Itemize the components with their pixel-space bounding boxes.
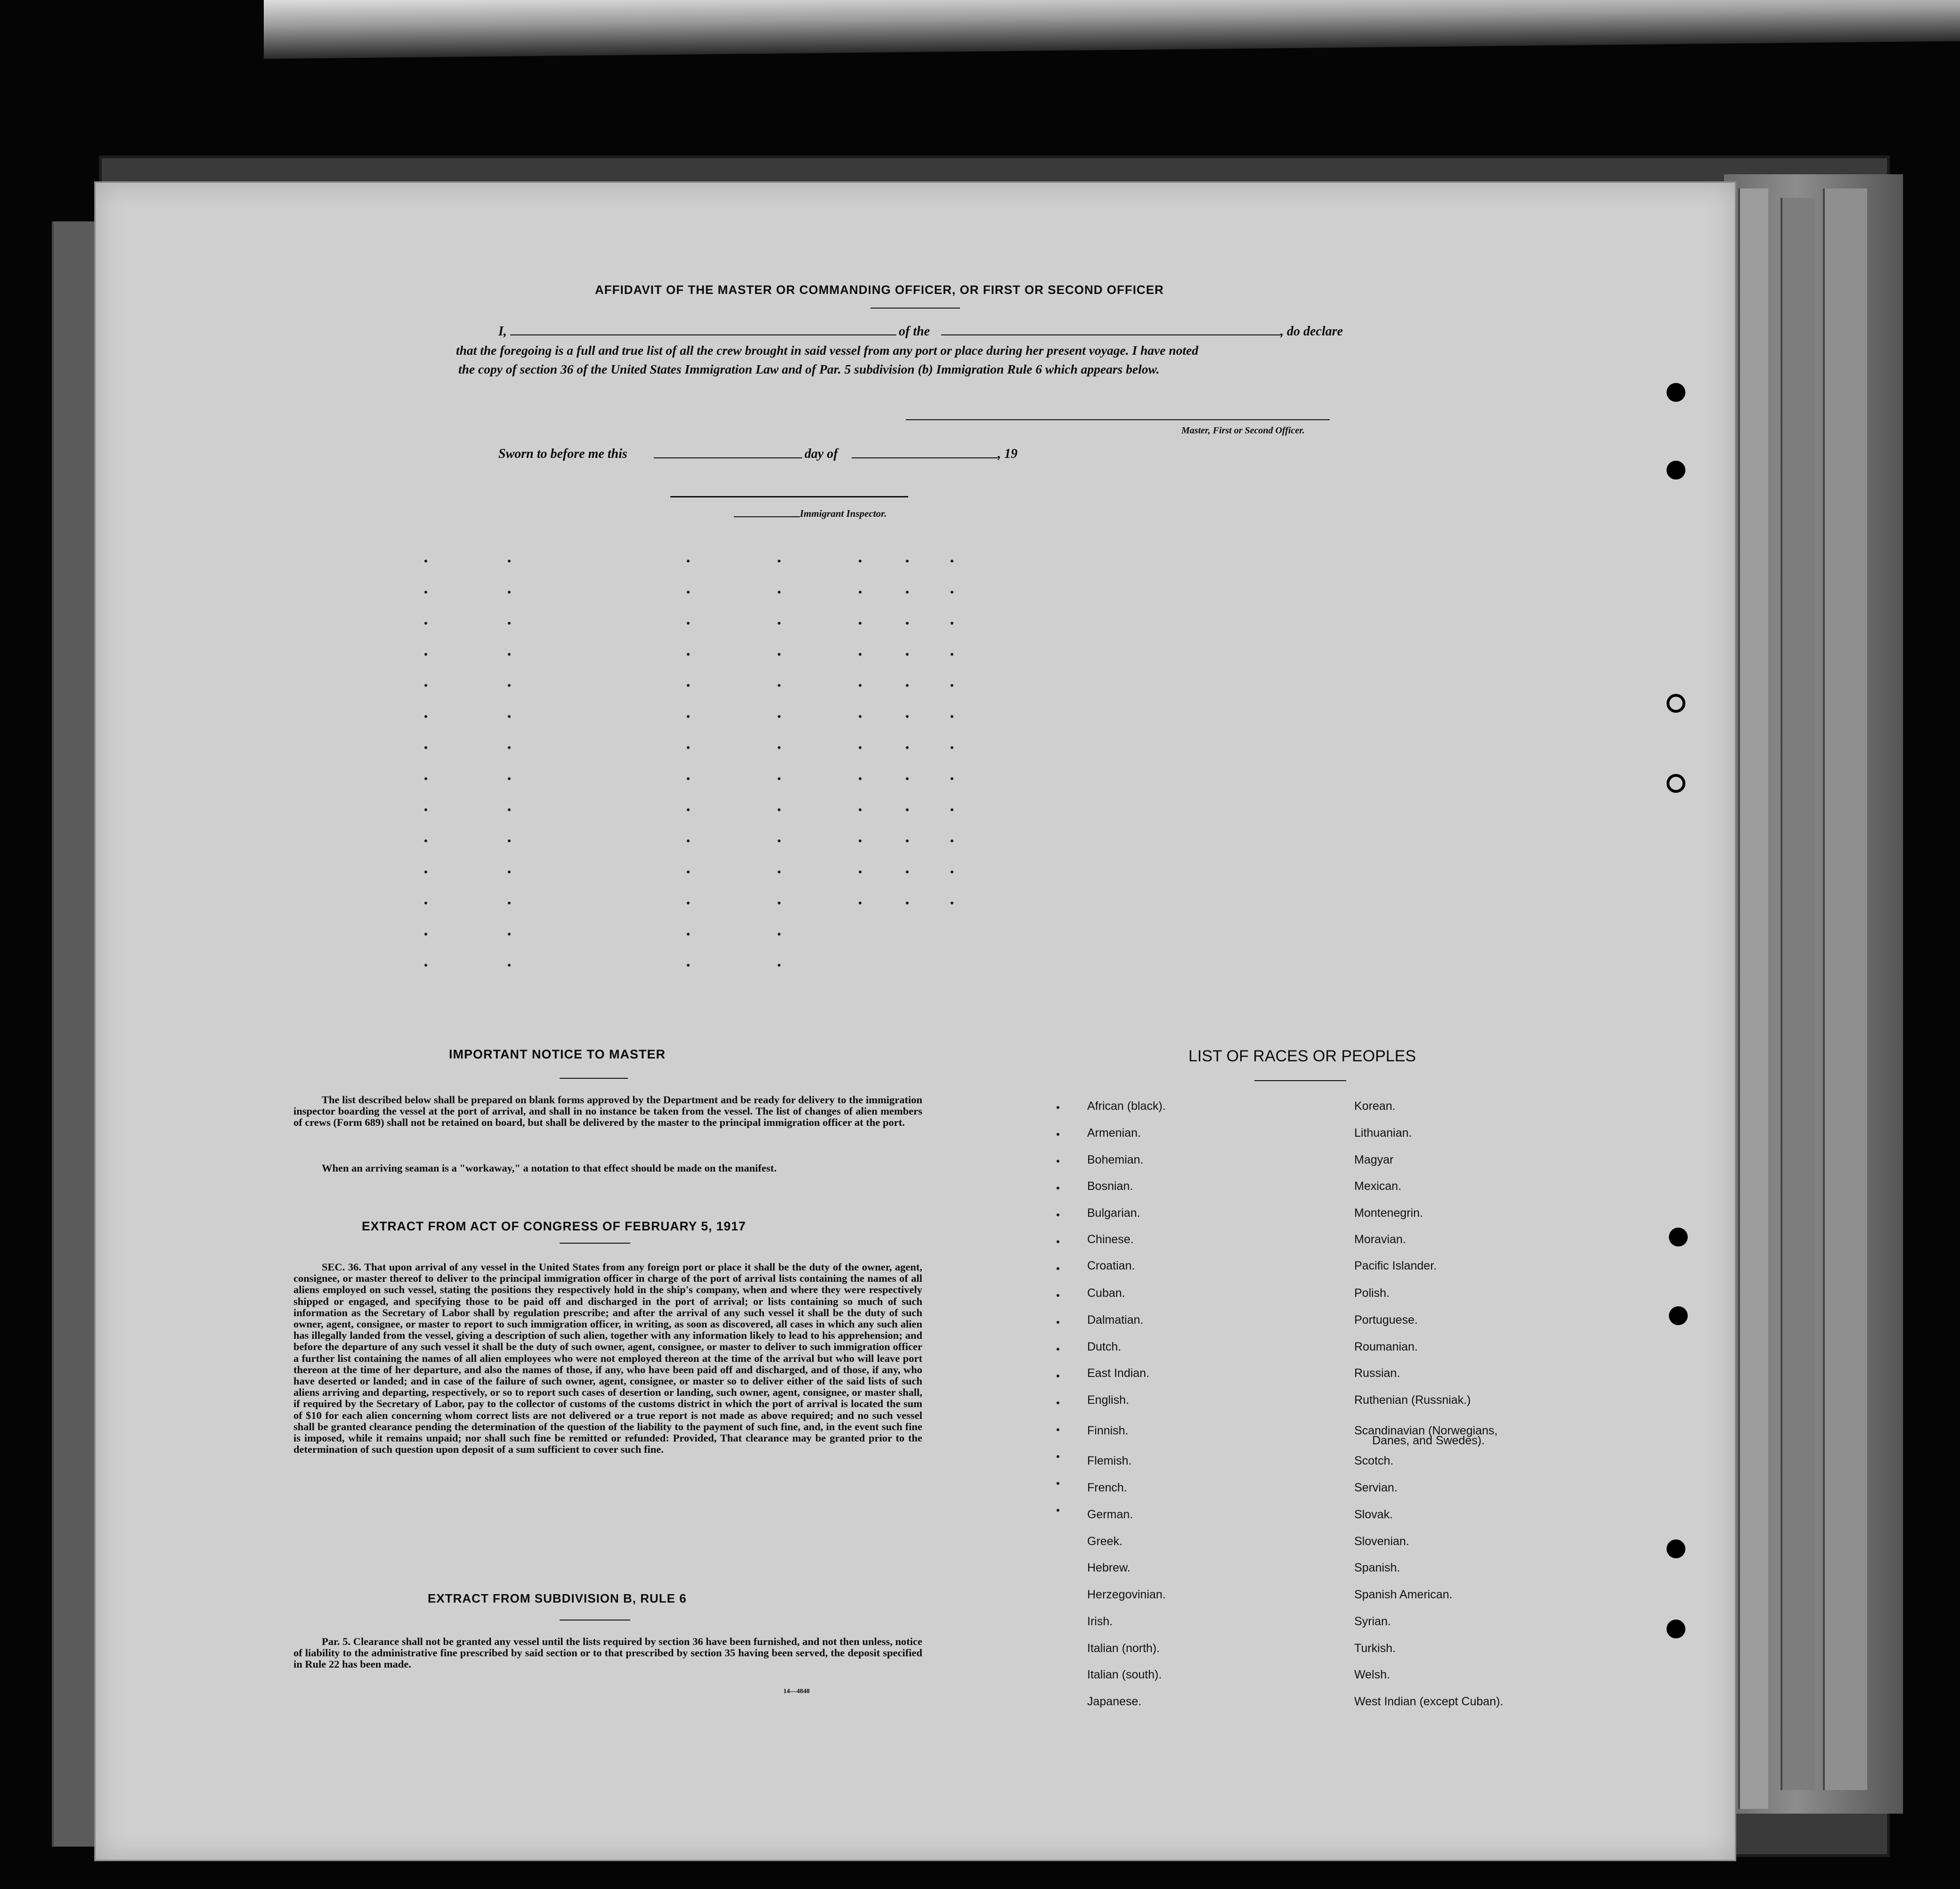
race-item: Bosnian. — [1087, 1180, 1133, 1193]
guide-dot — [508, 839, 511, 842]
race-item: Irish. — [1087, 1615, 1113, 1628]
guide-dot — [508, 622, 511, 625]
guide-dot — [951, 902, 953, 904]
guide-dot — [778, 591, 781, 594]
guide-dot — [859, 622, 862, 625]
guide-dot — [859, 560, 862, 562]
affidavit-line1-start: I, — [498, 324, 507, 339]
guide-dot — [951, 560, 953, 562]
guide-dot — [424, 653, 427, 656]
guide-dot — [951, 591, 953, 594]
guide-dot — [906, 839, 909, 842]
guide-dot — [508, 715, 511, 718]
race-item: Dutch. — [1087, 1340, 1122, 1353]
race-item: Italian (north). — [1087, 1642, 1160, 1655]
guide-dot — [1057, 1401, 1059, 1404]
guide-dot — [951, 684, 953, 687]
race-item: Herzegovinian. — [1087, 1588, 1166, 1601]
race-item: Spanish American. — [1354, 1588, 1453, 1601]
guide-dot — [778, 839, 781, 842]
guide-dot — [951, 839, 953, 842]
race-item: Magyar — [1354, 1153, 1394, 1166]
guide-dot — [687, 777, 690, 780]
affidavit-line3: the copy of section 36 of the United States Immigration Law and of Par. 5 subdivision (b) Immigration Rule 6 which appears below. — [458, 362, 1160, 376]
guide-dot — [906, 653, 909, 656]
guide-dot — [906, 684, 909, 687]
guide-dot — [1057, 1482, 1059, 1485]
guide-dot — [951, 777, 953, 780]
notice-paragraph-1: The list described below shall be prepared on blank forms approved by the Department and be ready for delivery to the immigration inspector boarding the vessel at the port of arrival, and shall in no instance be taken from the vessel. The list of changes of alien members of crews (Form 689) shall not be retained on board, but shall be delivered by the master to the principal immigration officer at the port. — [293, 1094, 922, 1129]
races-title: LIST OF RACES OR PEOPLES — [1188, 1047, 1416, 1065]
guide-dot — [906, 808, 909, 811]
race-item: Hebrew. — [1087, 1561, 1130, 1574]
race-item: English. — [1087, 1393, 1129, 1407]
guide-dot — [778, 871, 781, 873]
guide-dot — [906, 871, 909, 873]
race-item: Roumanian. — [1354, 1340, 1418, 1353]
act-extract-title: EXTRACT FROM ACT OF CONGRESS OF FEBRUARY 5, 1917 — [362, 1219, 746, 1233]
guide-dot — [951, 622, 953, 625]
guide-dot — [1057, 1455, 1059, 1458]
race-item: Italian (south). — [1087, 1668, 1162, 1681]
sheet-edge — [1738, 188, 1768, 1809]
guide-dot — [508, 871, 511, 873]
title-rule — [870, 308, 960, 309]
notice-rule — [560, 1078, 628, 1079]
inspector-label: Immigrant Inspector. — [800, 508, 887, 519]
race-item: West Indian (except Cuban). — [1354, 1695, 1504, 1708]
guide-dot — [424, 871, 427, 873]
sheet-edge — [1823, 188, 1867, 1790]
guide-dot — [687, 933, 690, 936]
guide-dot — [951, 746, 953, 749]
sheet-edge — [1781, 198, 1815, 1790]
race-item: Armenian. — [1087, 1126, 1141, 1140]
guide-dot — [906, 715, 909, 718]
guide-dot — [859, 684, 862, 687]
guide-dot — [1057, 1321, 1059, 1324]
guide-dot — [508, 653, 511, 656]
guide-dot — [1057, 1160, 1059, 1163]
guide-dot — [424, 964, 427, 967]
guide-dot — [687, 746, 690, 749]
guide-dot — [778, 715, 781, 718]
race-item: Polish. — [1354, 1286, 1390, 1300]
guide-dot — [859, 653, 862, 656]
race-item: Flemish. — [1087, 1454, 1132, 1467]
guide-dot — [424, 591, 427, 594]
race-item: Slovenian. — [1354, 1535, 1409, 1548]
guide-dot — [778, 560, 781, 562]
guide-dot — [859, 715, 862, 718]
act-rule — [560, 1243, 630, 1244]
race-item: Chinese. — [1087, 1233, 1134, 1246]
races-rule — [1254, 1080, 1346, 1081]
inspector-underline — [734, 516, 800, 517]
guide-dot — [687, 715, 690, 718]
guide-dot — [778, 933, 781, 936]
affidavit-title: AFFIDAVIT OF THE MASTER OR COMMANDING OFFICER, OR FIRST OR SECOND OFFICER — [595, 283, 1164, 297]
affidavit-line1-end: , do declare — [1280, 324, 1343, 339]
race-item: Korean. — [1354, 1099, 1396, 1113]
race-item: Finnish. — [1087, 1424, 1129, 1437]
punch-hole-open — [1667, 774, 1685, 793]
race-item: Welsh. — [1354, 1668, 1390, 1681]
sheet-edge-left — [52, 221, 96, 1847]
guide-dot — [859, 871, 862, 873]
affidavit-line1-mid: of the — [899, 324, 930, 339]
guide-dot — [951, 715, 953, 718]
race-item: Croatian. — [1087, 1259, 1135, 1272]
guide-dot — [687, 871, 690, 873]
punch-hole — [1669, 1306, 1688, 1325]
guide-dot — [859, 746, 862, 749]
guide-dot — [906, 902, 909, 904]
signature-label: Master, First or Second Officer. — [1181, 425, 1305, 436]
guide-dot — [1057, 1294, 1059, 1297]
vessel-field-line[interactable] — [941, 334, 1280, 335]
guide-dot — [1057, 1267, 1059, 1270]
guide-dot — [424, 808, 427, 811]
race-item: Bohemian. — [1087, 1153, 1144, 1166]
race-item: Bulgarian. — [1087, 1206, 1140, 1220]
race-item: African (black). — [1087, 1099, 1166, 1113]
guide-dot — [687, 684, 690, 687]
race-item: Scandinavian (Norwegians, — [1354, 1424, 1498, 1437]
form-number: 14—4848 — [783, 1688, 810, 1695]
guide-dot — [687, 902, 690, 904]
guide-dot — [778, 684, 781, 687]
guide-dot — [906, 560, 909, 562]
race-item: Cuban. — [1087, 1286, 1125, 1300]
race-item: Moravian. — [1354, 1233, 1406, 1246]
guide-dot — [951, 653, 953, 656]
guide-dot — [687, 808, 690, 811]
guide-dot — [687, 560, 690, 562]
guide-dot — [424, 746, 427, 749]
race-item: Greek. — [1087, 1535, 1123, 1548]
race-item: Montenegrin. — [1354, 1206, 1423, 1220]
act-extract-text: SEC. 36. That upon arrival of any vessel in the United States from any foreign port or place it shall be the duty of the owner, agent, consignee, or master thereof to deliver to the principal immigration officer in charge of the port of arrival lists containing the names of all aliens employed on such vessel, stating the positions they respectively hold in the ship's company, when and where they were respectively shipped or engaged, and specifying those to be paid off and discharged in the port of arrival; or lists containing so much of such information as the Secretary of Labor shall by regulation prescribe; and after the arrival of any such vessel it shall be the duty of such owner, agent, consignee, or master to report to such immigration officer, in writing, as soon as discovered, all cases in which any such alien has illegally landed from the vessel, giving a description of such alien, together with any information likely to lead to his apprehension; and before the departure of any such vessel it shall be the duty of such owner, agent, consignee, or master to deliver to such immigration officer a further list containing the names of all alien employees who were not employed thereon at the time of the arrival but who will leave port thereon at the time of her departure, and also the names of those, if any, who have been paid off and discharged, and of those, if any, who have deserted or landed; and in case of the failure of such owner, agent, consignee, or master so to deliver either of the said lists of such aliens arriving and departing, respectively, or so to report such cases of desertion or landing, such owner, agent, consignee, or master shall, if required by the Secretary of Labor, pay to the collector of customs of the customs district in which the port of arrival is located the sum of $10 for each alien concerning whom correct lists are not delivered or a true report is not made as above required; and no such vessel shall be granted clearance pending the determination of the question of the liability to the payment of such fine, and, in the event such fine is imposed, while it remains unpaid; nor shall such fine be remitted or refunded: Provided, That clearance may be granted prior to the determination of such question upon deposit of a sum sufficient to cover such fine. — [293, 1261, 922, 1456]
guide-dot — [687, 591, 690, 594]
guide-dot — [424, 622, 427, 625]
sworn-start: Sworn to before me this — [498, 447, 627, 461]
guide-dot — [906, 746, 909, 749]
guide-dot — [424, 902, 427, 904]
punch-hole — [1667, 461, 1685, 480]
guide-dot — [508, 933, 511, 936]
guide-dot — [424, 777, 427, 780]
guide-dot — [424, 684, 427, 687]
guide-dot — [1057, 1375, 1059, 1377]
guide-dot — [859, 591, 862, 594]
guide-dot — [1057, 1133, 1059, 1136]
race-item: Scotch. — [1354, 1454, 1394, 1467]
notice-paragraph-2: When an arriving seaman is a "workaway," a notation to that effect should be made on the manifest. — [322, 1162, 777, 1174]
guide-dot — [1057, 1348, 1059, 1351]
guide-dot — [1057, 1240, 1059, 1243]
guide-dot — [508, 964, 511, 967]
guide-dot — [508, 902, 511, 904]
race-item: Lithuanian. — [1354, 1126, 1412, 1140]
race-item: German. — [1087, 1508, 1133, 1521]
guide-dot — [508, 591, 511, 594]
sworn-end: , 19 — [998, 447, 1017, 461]
guide-dot — [424, 715, 427, 718]
guide-dot — [687, 839, 690, 842]
guide-dot — [508, 808, 511, 811]
race-item: Russian. — [1354, 1367, 1400, 1380]
guide-dot — [508, 746, 511, 749]
guide-dot — [951, 808, 953, 811]
race-item: Mexican. — [1354, 1180, 1402, 1193]
race-item: Spanish. — [1354, 1561, 1400, 1574]
guide-dot — [906, 591, 909, 594]
guide-dot — [424, 839, 427, 842]
rule-extract-text: Par. 5. Clearance shall not be granted any vessel until the lists required by section 36 have been furnished, and not then unless, notice of liability to the administrative fine prescribed by said section or to that prescribed by section 35 having been served, the deposit specified in Rule 22 has been made. — [293, 1636, 922, 1670]
race-item: Turkish. — [1354, 1642, 1396, 1655]
race-item: Pacific Islander. — [1354, 1259, 1437, 1272]
guide-dot — [951, 871, 953, 873]
form-page — [94, 181, 1736, 1861]
guide-dot — [778, 808, 781, 811]
guide-dot — [687, 622, 690, 625]
race-item: Portuguese. — [1354, 1313, 1418, 1327]
guide-dot — [859, 777, 862, 780]
guide-dot — [778, 622, 781, 625]
guide-dot — [1057, 1509, 1059, 1512]
guide-dot — [1057, 1213, 1059, 1216]
notice-title: IMPORTANT NOTICE TO MASTER — [449, 1047, 666, 1061]
punch-hole — [1669, 1228, 1688, 1246]
guide-dot — [906, 622, 909, 625]
affidavit-line2: that the foregoing is a full and true list of all the crew brought in said vessel from any port or place during her present voyage. I have noted — [456, 343, 1198, 358]
guide-dot — [778, 777, 781, 780]
signature-line[interactable] — [906, 419, 1330, 420]
guide-dot — [778, 964, 781, 967]
name-field-line[interactable] — [510, 334, 896, 335]
punch-hole — [1667, 1620, 1685, 1638]
guide-dot — [424, 560, 427, 562]
guide-dot — [1057, 1428, 1059, 1431]
rule-extract-title: EXTRACT FROM SUBDIVISION B, RULE 6 — [428, 1591, 687, 1605]
race-scandinavian-continued: Danes, and Swedes). — [1372, 1434, 1485, 1447]
race-item: Slovak. — [1354, 1508, 1393, 1521]
guide-dot — [687, 653, 690, 656]
guide-dot — [687, 964, 690, 967]
guide-dot — [508, 777, 511, 780]
race-item: French. — [1087, 1481, 1127, 1494]
top-glare — [264, 0, 1960, 59]
guide-dot — [508, 560, 511, 562]
guide-dot — [508, 684, 511, 687]
sworn-month-line[interactable] — [852, 457, 998, 458]
punch-hole — [1667, 383, 1685, 402]
guide-dot — [1057, 1187, 1059, 1189]
guide-dot — [906, 777, 909, 780]
punch-hole-open — [1667, 694, 1685, 713]
guide-dot — [859, 808, 862, 811]
guide-dot — [778, 746, 781, 749]
sworn-mid: day of — [805, 447, 838, 461]
race-item: Dalmatian. — [1087, 1313, 1144, 1327]
race-item: Ruthenian (Russniak.) — [1354, 1393, 1471, 1407]
guide-dot — [424, 933, 427, 936]
sworn-day-line[interactable] — [654, 457, 802, 458]
race-item: East Indian. — [1087, 1367, 1150, 1380]
guide-dot — [1057, 1106, 1059, 1109]
race-item: Syrian. — [1354, 1615, 1391, 1628]
race-item: Servian. — [1354, 1481, 1398, 1494]
guide-dot — [778, 902, 781, 904]
guide-dot — [859, 839, 862, 842]
punch-hole — [1667, 1539, 1685, 1558]
guide-dot — [778, 653, 781, 656]
inspector-signature-line[interactable] — [670, 496, 908, 497]
race-item: Japanese. — [1087, 1695, 1142, 1708]
guide-dot — [859, 902, 862, 904]
